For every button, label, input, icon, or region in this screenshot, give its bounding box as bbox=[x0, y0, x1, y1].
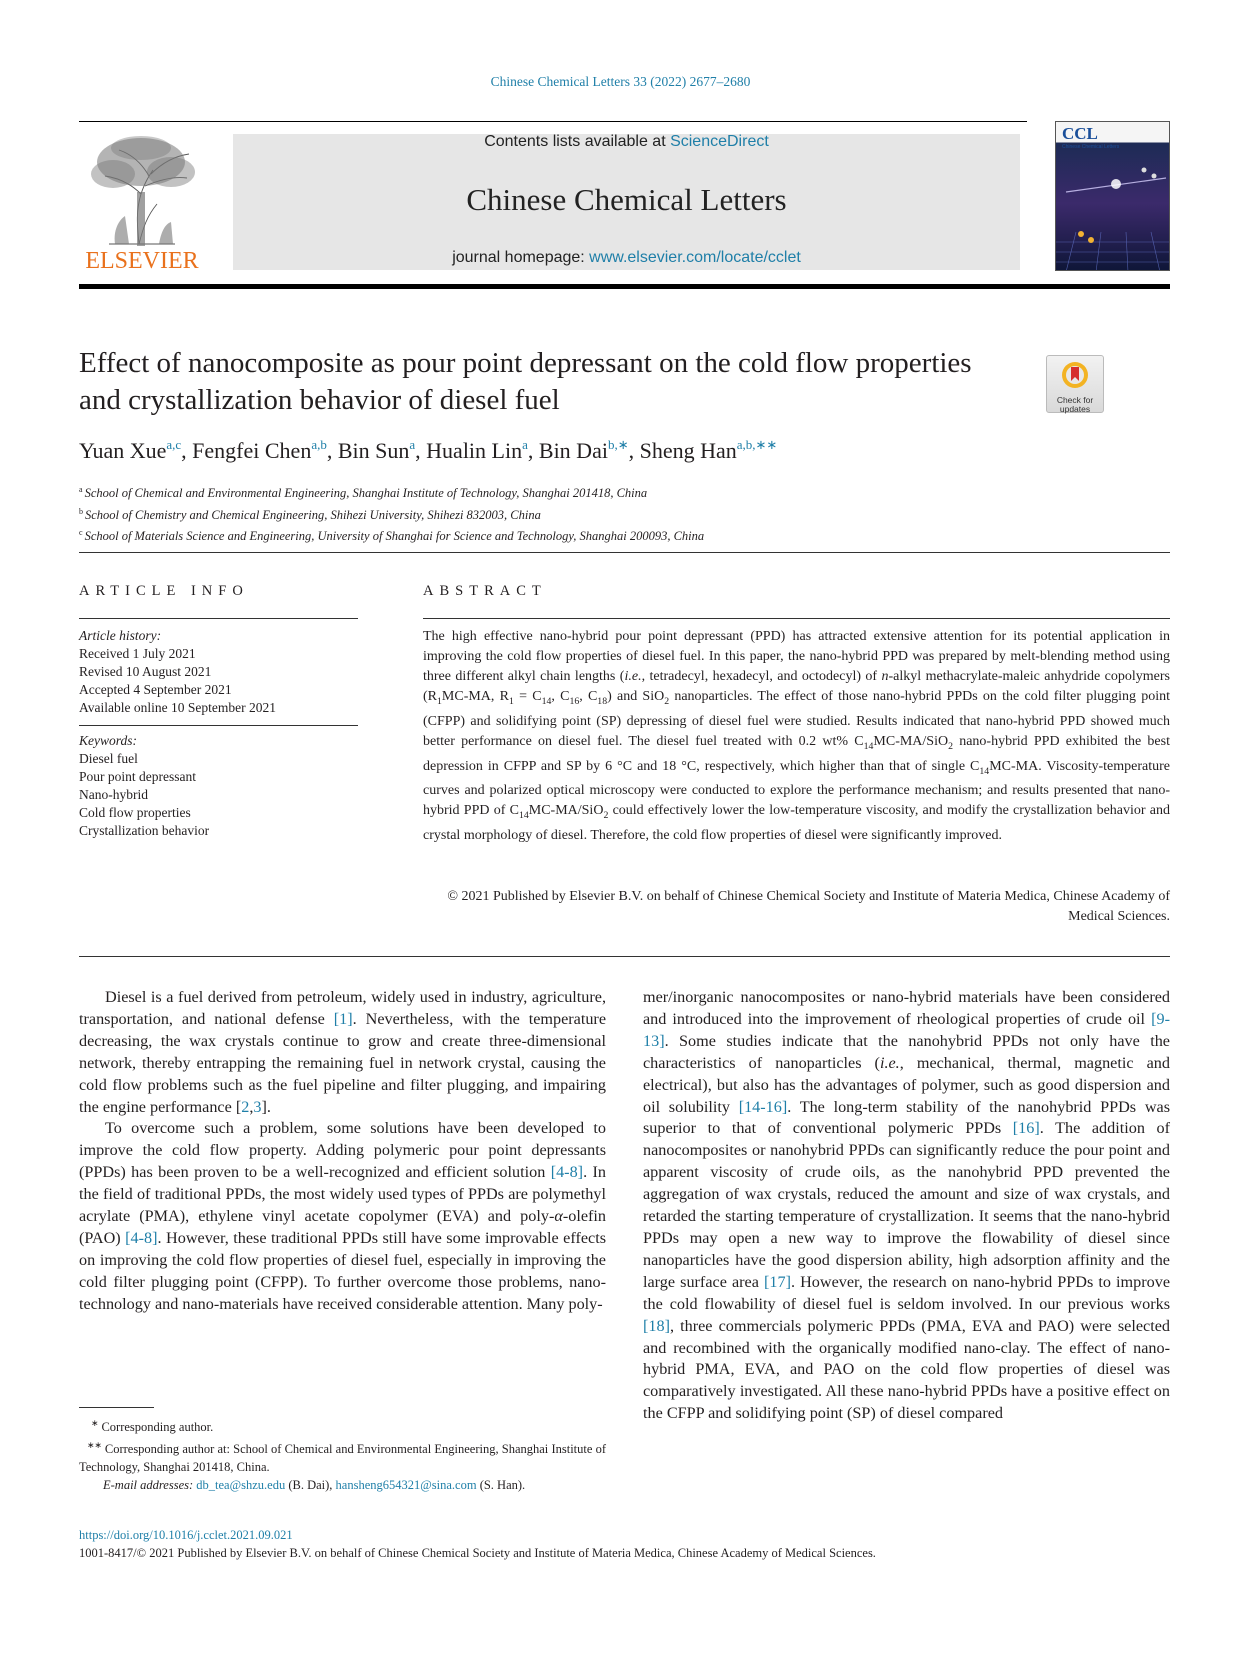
info-rule bbox=[79, 618, 358, 619]
header-thick-rule bbox=[79, 284, 1170, 289]
cover-subtitle: Chinese Chemical Letters bbox=[1062, 144, 1120, 150]
affiliation-key: a bbox=[79, 485, 83, 494]
body-column-left bbox=[79, 987, 606, 1316]
citation-link[interactable]: 3 bbox=[253, 1097, 262, 1116]
history-item: Revised 10 August 2021 bbox=[79, 664, 212, 679]
author-affil-ref[interactable]: a bbox=[522, 437, 528, 452]
header-rule bbox=[79, 121, 1027, 122]
keyword-item: Cold flow properties bbox=[79, 805, 191, 820]
author-name: Yuan Xue bbox=[79, 438, 167, 463]
footnote-text: Corresponding author at: School of Chemical and Environmental Engineering, Shanghai Institute of Technology, Shanghai 201418, China. bbox=[79, 1442, 607, 1475]
author-affil-ref[interactable]: a,b,∗∗ bbox=[736, 437, 778, 452]
author-affil-ref[interactable]: a,b bbox=[311, 437, 327, 452]
citation-link[interactable]: 2 bbox=[241, 1097, 250, 1116]
affiliation-item bbox=[79, 524, 704, 546]
author-list: Yuan Xue$^{a,c}$, Fengfei Chen$^{a,b}$, Bin Sun$^a$, Hualin Lin$^a$, Bin Dai$^{b,∗}$, Sheng Han$^{a,b,∗∗}$ bbox=[79, 437, 778, 463]
citation-link[interactable]: [17] bbox=[764, 1272, 791, 1291]
keyword-item: Crystallization behavior bbox=[79, 823, 210, 838]
author-name: Bin Dai bbox=[538, 438, 608, 463]
abstract-rule bbox=[423, 618, 1170, 619]
contents-line bbox=[233, 133, 1020, 151]
author-affil-ref[interactable]: b,∗ bbox=[607, 437, 629, 452]
check-for-updates-label: Check for updates bbox=[1056, 395, 1094, 414]
citation-link[interactable]: [4-8] bbox=[125, 1228, 158, 1247]
body-paragraph: mer/inorganic nanocomposites or nano-hybrid materials have been considered and introduced into the improvement of rheological properties of crude oil [9-13]. Some studies indicate that the nanohybrid PPDs not only have the characteristics of nanoparticles (i.e., mechanical, thermal, magnetic and electrical), but also has the advantages of polymer, such as good dispersion and oil solubility [14-16]. The long-term stability of the nanohybrid PPDs was superior to that of conventional polymeric PPDs [16]. The addition of nanocomposites or nanohybrid PPDs can significantly reduce the pour point and apparent viscosity of crude oils, as the nanohybrid PPD prevented the aggregation of wax crystals, reduced the amount and size of wax crystals, and retarded the starting temperature of crystallization. It seems that the nano-hybrid PPDs may open a new way to improve the flowability of diesel since nanoparticles have the good dispersion ability, high adsorption affinity and the large surface area [17]. However, the research on nano-hybrid PPDs to improve the cold flowability of diesel fuel is seldom involved. In our previous works [18], three commercials polymeric PPDs (PMA, EVA and PAO) were selected and recombined with the organically modified nano-clay. The effect of nano-hybrid PMA, EVA, and PAO on the cold flow properties of diesel was comparatively investigated. All these nano-hybrid PPDs have a positive effect on the CFPP and solidifying point (SP) of diesel compared bbox=[643, 988, 1171, 1423]
affiliation-key: c bbox=[79, 528, 83, 537]
citation-link[interactable]: [1] bbox=[333, 1009, 353, 1028]
affiliation-item bbox=[79, 481, 704, 503]
check-for-updates-button[interactable] bbox=[1046, 355, 1104, 413]
affiliation-text: School of Chemical and Environmental Engineering, Shanghai Institute of Technology, Shanghai 201418, China bbox=[84, 486, 648, 500]
author-name: Hualin Lin bbox=[426, 438, 523, 463]
journal-cover-image bbox=[1055, 121, 1170, 271]
section-rule bbox=[79, 552, 1170, 553]
cover-art-icon bbox=[1056, 122, 1170, 271]
email-link[interactable]: hansheng654321@sina.com bbox=[335, 1478, 477, 1493]
journal-name: Chinese Chemical Letters bbox=[466, 182, 787, 217]
crossmark-icon bbox=[1060, 360, 1090, 390]
footnote: ∗∗ Corresponding author at: School of Chemical and Environmental Engineering, Shanghai Institute of Technology, Shanghai 201418, China. bbox=[79, 1440, 607, 1475]
footnote-text: Corresponding author. bbox=[101, 1420, 214, 1435]
abstract-copyright: © 2021 Published by Elsevier B.V. on behalf of Chinese Chemical Society and Institute of Materia Medica, Chinese Academy of Medical Sciences. bbox=[447, 889, 1170, 924]
footnote: ∗ Corresponding author. bbox=[91, 1418, 214, 1435]
affiliation-key: b bbox=[79, 506, 83, 516]
affiliations bbox=[79, 481, 704, 546]
history-item: Received 1 July 2021 bbox=[79, 646, 196, 661]
email-owner: (S. Han). bbox=[479, 1478, 526, 1493]
doi-link[interactable]: https://doi.org/10.1016/j.cclet.2021.09.021 bbox=[79, 1528, 293, 1542]
abstract-text: The high effective nano-hybrid pour point depressant (PPD) has attracted extensive attention for its potential application in improving the cold flow properties of diesel fuel. In this paper, the nano-hybrid PPD was prepared by melt-blending method using three different alkyl chain lengths (i.e., tetradecyl, hexadecyl, and octodecyl) of n-alkyl methacrylate-maleic anhydride copolymers ($R_1MC-MA$, $R_1 = C_{14}$, $C_{16}$, $C_{18}$) and SiO$_2$ nanoparticles. The effect of those nano-hybrid PPDs on the cold filter plugging point (CFPP) and solidifying point (SP) depressing of diesel fuel were studied. Results indicated that nano-hybrid PPD showed much better performance on diesel fuel. The diesel fuel treated with 0.2 wt% $C_{14}MC-MA/SiO_2$ nano-hybrid PPD exhibited the best depression in CFPP and SP by 6 °C and 18 °C, respectively, which higher than that of single $C_{14}MC-MA$. Viscosity-temperature curves and polarized optical microscopy were conducted to explore the performance mechanism; and results presented that nano-hybrid PPD of $C_{14}MC-MA/SiO_2$ could effectively lower the low-temperature viscosity, and modify the crystallization behavior and crystal morphology of diesel. Therefore, the cold flow properties of diesel were significantly improved. bbox=[423, 629, 1171, 844]
body-rule bbox=[79, 956, 1170, 957]
article-info-heading: ARTICLE INFO bbox=[79, 583, 249, 599]
email-label: E-mail addresses: bbox=[103, 1478, 194, 1493]
citation-link[interactable]: [4-8] bbox=[550, 1163, 584, 1182]
history-item: Available online 10 September 2021 bbox=[79, 700, 276, 715]
homepage-link[interactable]: www.elsevier.com/locate/cclet bbox=[589, 249, 801, 266]
affiliation-text: School of Chemistry and Chemical Engineering, Shihezi University, Shihezi 832003, China bbox=[85, 507, 541, 522]
keywords-rule bbox=[79, 725, 358, 726]
abstract-heading: ABSTRACT bbox=[423, 583, 547, 599]
body-paragraph: Diesel is a fuel derived from petroleum, widely used in industry, agriculture, transportation, and national defense [1]. Nevertheless, with the temperature decreasing, the wax crystals continue to grow and create three-dimensional network, thereby entrapping the remaining fuel in network crystal, causing the cold flow problems such as the fuel pipeline and filter plugging, and impairing the engine performance [2,3]. bbox=[79, 988, 607, 1116]
citation-link[interactable]: [16] bbox=[1012, 1119, 1040, 1138]
affiliation-text: School of Materials Science and Engineering, University of Shanghai for Science and Technology, Shanghai 200093, China bbox=[84, 529, 705, 543]
keywords-label: Keywords: bbox=[79, 733, 137, 748]
author-affil-ref[interactable]: a bbox=[409, 437, 416, 452]
cover-title: CCL bbox=[1062, 124, 1098, 143]
sciencedirect-link[interactable]: ScienceDirect bbox=[670, 133, 769, 150]
keyword-item: Nano-hybrid bbox=[79, 787, 148, 802]
issn-copyright: 1001-8417/© 2021 Published by Elsevier B.V. on behalf of Chinese Chemical Society and Institute of Materia Medica, Chinese Academy of Medical Sciences. bbox=[79, 1546, 876, 1560]
citation-link[interactable]: [9-13] bbox=[643, 1009, 1170, 1050]
author-name: Fengfei Chen bbox=[192, 438, 312, 463]
citation-link[interactable]: [18] bbox=[643, 1316, 670, 1335]
contents-prefix: Contents lists available at bbox=[484, 133, 671, 150]
citation-link[interactable]: [14-16] bbox=[738, 1097, 788, 1116]
keyword-item: Pour point depressant bbox=[79, 769, 196, 784]
history-label: Article history: bbox=[79, 628, 162, 643]
email-link[interactable]: db_tea@shzu.edu bbox=[196, 1478, 286, 1493]
homepage-prefix: journal homepage: bbox=[452, 249, 590, 266]
history-item: Accepted 4 September 2021 bbox=[79, 682, 232, 697]
body-column-right bbox=[643, 987, 1170, 1425]
author-affil-ref[interactable]: a,c bbox=[166, 437, 182, 452]
keyword-item: Diesel fuel bbox=[79, 751, 138, 766]
author-name: Sheng Han bbox=[639, 438, 737, 463]
author-name: Bin Sun bbox=[337, 438, 410, 463]
footnotes bbox=[79, 1414, 606, 1494]
elsevier-logo bbox=[79, 132, 205, 272]
article-info bbox=[79, 627, 358, 840]
affiliation-item bbox=[79, 503, 704, 525]
journal-citation-link[interactable]: Chinese Chemical Letters 33 (2022) 2677–2680 bbox=[490, 74, 751, 89]
footnote-rule bbox=[79, 1407, 154, 1408]
email-owner: (B. Dai), bbox=[288, 1478, 333, 1493]
body-paragraph: To overcome such a problem, some solutions have been developed to improve the cold flow property. Adding polymeric pour point depressants (PPDs) has been proven to be a well-recognized and efficient solution [4-8]. In the field of traditional PPDs, the most widely used types of PPDs are polymethyl acrylate (PMA), ethylene vinyl acetate copolymer (EVA) and poly-α-olefin (PAO) [4-8]. However, these traditional PPDs still have some improvable effects on improving the cold flow properties of diesel fuel, especially in improving the cold filter plugging point (CFPP). To further overcome those problems, nano-technology and nano-materials have received considerable attention. Many poly- bbox=[79, 1119, 606, 1313]
elsevier-wordmark: ELSEVIER bbox=[85, 248, 199, 272]
footnote bbox=[79, 1476, 606, 1494]
elsevier-tree-icon bbox=[79, 132, 205, 272]
homepage-line bbox=[233, 249, 1020, 267]
article-title: Effect of nanocomposite as pour point depressant on the cold flow properties and crystallization behavior of diesel fuel bbox=[79, 347, 972, 416]
